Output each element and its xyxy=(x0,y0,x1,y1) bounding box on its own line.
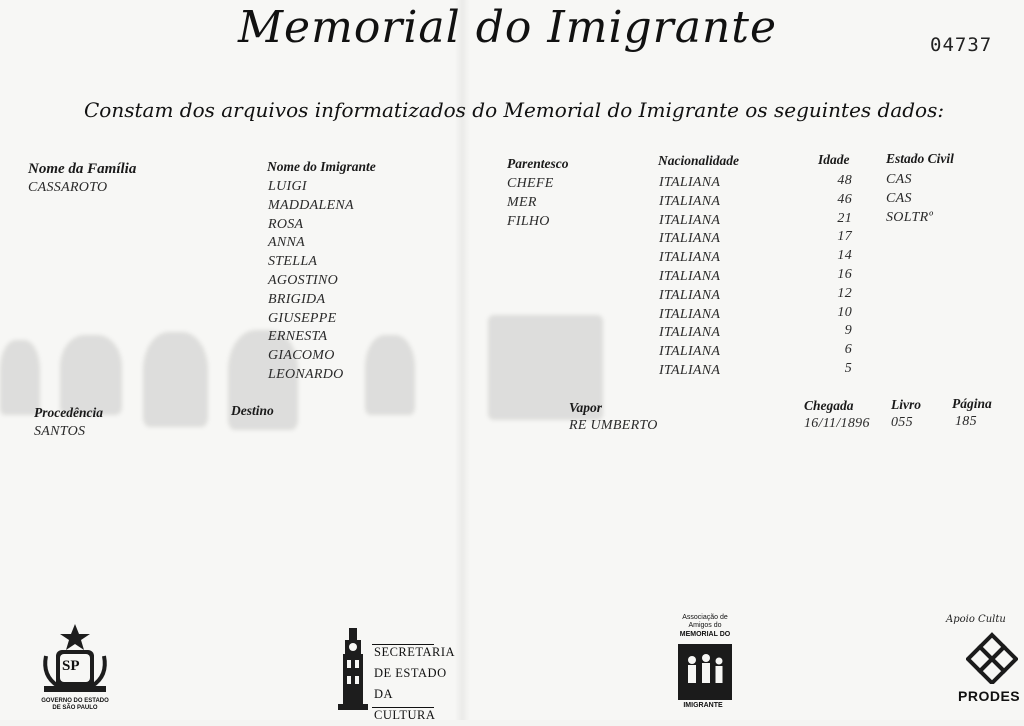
relationship-list xyxy=(507,175,554,231)
immigrant-name: ROSA xyxy=(268,216,304,232)
immigrant-name: ERNESTA xyxy=(268,329,328,345)
nationality-value: ITALIANA xyxy=(659,231,721,247)
assoc-line-3: MEMORIAL DO xyxy=(679,631,731,638)
prodesp-emblem-icon xyxy=(966,632,1018,684)
relationship-value: CHEFE xyxy=(507,176,554,191)
nationality-value: ITALIANA xyxy=(659,306,721,322)
relationship-value: FILHO xyxy=(507,213,550,229)
secretaria-line-1: SECRETARIA xyxy=(374,645,456,659)
clock-tower-icon xyxy=(338,626,368,712)
arrival-value: 16/11/1896 xyxy=(804,416,870,431)
associacao-amigos-logo xyxy=(674,614,740,720)
nationality-value: ITALIANA xyxy=(659,193,721,209)
marital-status-value: SOLTRº xyxy=(886,209,934,225)
immigrant-name: LEONARDO xyxy=(268,366,344,382)
secretaria-cultura-logo xyxy=(338,626,456,722)
origin-value: SANTOS xyxy=(34,424,86,439)
nationality-value: ITALIANA xyxy=(659,287,721,303)
nationality-value: ITALIANA xyxy=(659,362,721,378)
immigrant-name: GIUSEPPE xyxy=(268,310,337,326)
faded-arch-decoration xyxy=(60,335,122,415)
assoc-line-4: IMIGRANTE xyxy=(683,702,723,709)
age-list xyxy=(820,172,852,379)
age-value: 9 xyxy=(844,323,852,339)
book-value: 055 xyxy=(891,415,913,430)
secretaria-line-2: DE ESTADO xyxy=(374,666,447,680)
faded-arch-decoration xyxy=(143,332,208,427)
apoio-cultural-text: Apoio Cultu xyxy=(946,614,1006,625)
page-label: Página xyxy=(952,396,992,411)
age-value: 12 xyxy=(837,285,852,301)
ship-value: RE UMBERTO xyxy=(569,418,658,433)
nationality-value: ITALIANA xyxy=(659,268,721,284)
ship-label: Vapor xyxy=(569,400,603,415)
age-value: 17 xyxy=(837,229,852,245)
assoc-line-2: Amigos do xyxy=(688,622,722,629)
age-value: 46 xyxy=(837,191,852,207)
immigrant-name: LUIGI xyxy=(268,179,307,194)
faded-arch-decoration xyxy=(0,340,40,415)
marital-status-header: Estado Civil xyxy=(886,151,954,166)
page-value: 185 xyxy=(955,414,977,429)
secretaria-line-3: DA CULTURA xyxy=(374,687,436,722)
age-value: 21 xyxy=(837,210,852,226)
age-value: 16 xyxy=(837,266,852,282)
age-header: Idade xyxy=(818,152,850,167)
nationality-value: ITALIANA xyxy=(659,250,721,266)
immigrant-name: BRIGIDA xyxy=(268,291,326,307)
destination-label: Destino xyxy=(231,403,274,418)
immigrant-name-header: Nome do Imigrante xyxy=(267,159,376,174)
origin-label: Procedência xyxy=(34,405,103,420)
secretaria-rule xyxy=(372,707,434,708)
immigrants-silhouette-icon xyxy=(678,644,732,700)
sao-paulo-state-seal-logo xyxy=(38,622,112,712)
nationality-value: ITALIANA xyxy=(659,175,721,190)
age-value: 10 xyxy=(837,304,852,320)
family-name-value: CASSAROTO xyxy=(28,180,108,195)
nationality-value: ITALIANA xyxy=(659,325,721,341)
relationship-value: MER xyxy=(507,194,537,210)
age-value: 6 xyxy=(844,342,852,358)
age-value: 48 xyxy=(837,173,852,188)
immigrant-name-list xyxy=(268,178,354,385)
assoc-line-1: Associação de xyxy=(682,614,728,621)
seal-caption-line-1: GOVERNO DO ESTADO xyxy=(41,698,109,704)
immigrant-name: ANNA xyxy=(268,235,305,251)
book-label: Livro xyxy=(891,397,921,412)
immigrant-name: MADDALENA xyxy=(268,197,354,213)
marital-status-value: CAS xyxy=(886,190,912,206)
immigrant-name: STELLA xyxy=(268,254,318,270)
seal-initials: SP xyxy=(62,658,80,674)
seal-caption-line-2: DE SÃO PAULO xyxy=(52,705,98,711)
nationality-list xyxy=(659,174,720,381)
age-value: 5 xyxy=(844,360,852,376)
arrival-label: Chegada xyxy=(804,398,854,413)
immigrant-name: AGOSTINO xyxy=(268,272,339,288)
document-subtitle: Constam dos arquivos informatizados do Memorial do Imigrante os seguintes dados: xyxy=(84,98,945,122)
marital-status-value: CAS xyxy=(886,172,912,187)
secretaria-text xyxy=(374,642,455,726)
faded-arch-decoration xyxy=(365,335,415,415)
marital-status-list xyxy=(886,171,933,227)
nationality-header: Nacionalidade xyxy=(658,153,739,168)
nationality-value: ITALIANA xyxy=(659,344,721,360)
immigrant-name: GIACOMO xyxy=(268,348,335,364)
family-name-label: Nome da Família xyxy=(28,161,137,177)
nationality-value: ITALIANA xyxy=(659,212,721,228)
prodesp-logo-text: PRODES xyxy=(958,688,1021,704)
document-title: Memorial do Imigrante xyxy=(238,2,778,53)
relationship-header: Parentesco xyxy=(507,156,569,171)
document-number: 04737 xyxy=(930,34,993,56)
age-value: 14 xyxy=(837,248,852,264)
